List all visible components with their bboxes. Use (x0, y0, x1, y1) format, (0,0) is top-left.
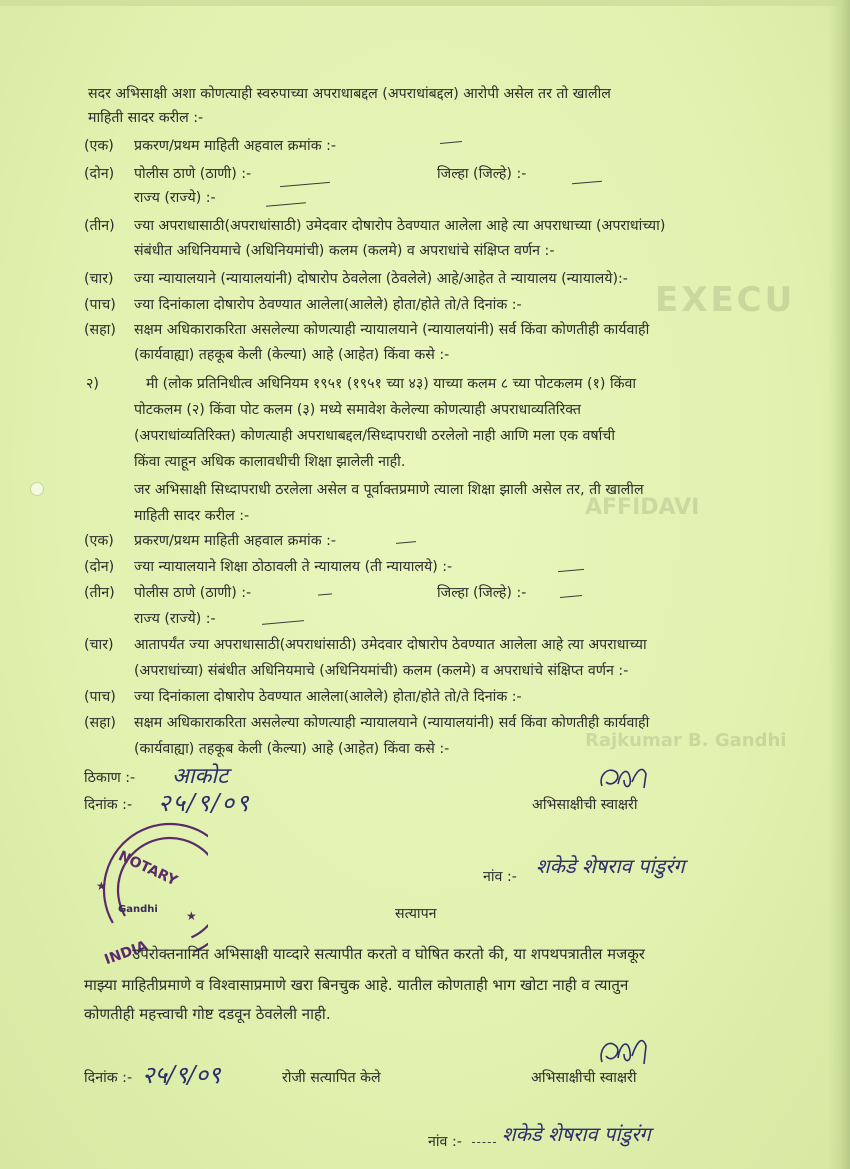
signature-label: अभिसाक्षीची स्वाक्षरी (531, 1070, 637, 1086)
verification-text: कोणतीही महत्त्वाची गोष्ट दडवून ठेवलेली नाही. (84, 1005, 331, 1023)
item-number: (सहा) (84, 322, 116, 338)
police-station-label: पोलीस ठाणे (ठाणी) :- (134, 166, 252, 182)
item-number: (एक) (84, 138, 114, 154)
blank-dash (472, 1142, 496, 1143)
signature-scribble-1 (594, 758, 654, 798)
stamp-country-text: INDIA (102, 937, 150, 969)
declaration-text: मी (लोक प्रतिनिधीत्व अधिनियम १९५१ (१९५१ च्या ४३) याच्या कलम ८ च्या पोटकलम (१) किंवा (146, 376, 637, 392)
court-text: ज्या न्यायालयाने (न्यायालयांनी) दोषारोप ठेवलेला (ठेवलेले) आहे/आहेत ते न्यायालय (न्यायालये):- (134, 271, 628, 287)
star-icon: ★ (96, 879, 107, 893)
blank-dash (560, 595, 582, 598)
signature-label: अभिसाक्षीची स्वाक्षरी (532, 797, 638, 813)
proceedings-text: (कार्यवाह्या) तहकूब केली (केल्या) आहे (आहेत) किंवा कसे :- (134, 347, 450, 363)
verification-date-label: दिनांक :- (84, 1070, 133, 1086)
name-label: नांव :- (428, 1134, 462, 1150)
paragraph-number: २) (86, 376, 99, 392)
declaration-text: किंवा त्याहून अधिक कालावधीची शिक्षा झालेली नाही. (134, 454, 406, 470)
stamp-name-text: Gandhi (118, 904, 158, 915)
name-handwritten: शकेडे शेषराव पांडुरंग (502, 1122, 651, 1146)
police-station-label: पोलीस ठाणे (ठाणी) :- (134, 585, 252, 601)
blank-dash (572, 181, 602, 185)
declaration-text: जर अभिसाक्षी सिध्दापराधी ठरलेला असेल व पूर्वाक्तप्रमाणे त्याला शिक्षा झाली असेल तर, ती खालील (134, 482, 644, 498)
date-handwritten: २५/९/०९ (158, 789, 251, 817)
blank-dash (262, 620, 304, 625)
verification-text: माझ्या माहितीप्रमाणे व विश्वासाप्रमाणे खरा बिनचुक आहे. यातील कोणताही भाग खोटा नाही व त्यातुन (84, 976, 629, 994)
offence-text: संबंधीत अधिनियमाचे (अधिनियमांची) कलम (कलमे) व अपराधांचे संक्षिप्त वर्णन :- (134, 243, 555, 259)
page-right-edge (828, 0, 850, 1169)
star-icon: ★ (186, 909, 197, 923)
show-through-text: Rajkumar B. Gandhi (585, 730, 787, 751)
offence-text: आतापर्यंत ज्या अपराधासाठी(अपराधांसाठी) उमेदवार दोषारोप ठेवण्यात आलेला आहे त्या अपराधाच्या (134, 637, 647, 653)
blank-dash (396, 541, 416, 544)
item-number: (तीन) (84, 218, 115, 234)
item-number: (तीन) (84, 585, 115, 601)
name-label: नांव :- (483, 869, 517, 885)
state-label: राज्य (राज्ये) :- (134, 190, 216, 206)
place-handwritten: आकोट (172, 764, 229, 789)
declaration-text: (अपराधांव्यतिरिक्त) कोणत्याही अपराधाबद्दल/सिध्दापराधी ठरलेलो नाही आणि मला एक वर्षाची (134, 428, 615, 444)
verification-date-handwritten: २५/९/०९ (142, 1061, 221, 1089)
charge-date-text: ज्या दिनांकाला दोषारोप ठेवण्यात आलेला(आलेले) होता/होते तो/ते दिनांक :- (134, 297, 522, 313)
stamp-notary-text: NOTARY (115, 848, 180, 890)
intro-line: माहिती सादर करील :- (88, 110, 204, 126)
page-top-border (0, 0, 850, 6)
item-number: (चार) (84, 637, 114, 653)
district-label: जिल्हा (जिल्हे) :- (437, 585, 527, 601)
show-through-text: AFFIDAVI (585, 495, 700, 520)
declaration-text: माहिती सादर करील :- (134, 508, 250, 524)
blank-dash (440, 141, 462, 144)
blank-dash (318, 593, 332, 595)
show-through-text: EXECU (655, 280, 796, 320)
case-number-label: प्रकरण/प्रथम माहिती अहवाल क्रमांक :- (134, 533, 337, 549)
punch-hole (30, 482, 44, 496)
offence-text: ज्या अपराधासाठी(अपराधांसाठी) उमेदवार दोषारोप ठेवण्यात आलेला आहे त्या अपराधाच्या (अपराधांच्या) (134, 218, 666, 234)
item-number: (चार) (84, 271, 114, 287)
charge-date-text: ज्या दिनांकाला दोषारोप ठेवण्यात आलेला(आलेले) होता/होते तो/ते दिनांक :- (134, 689, 522, 705)
item-number: (पाच) (84, 297, 116, 313)
state-label: राज्य (राज्ये) :- (134, 611, 216, 627)
item-number: (पाच) (84, 689, 116, 705)
date-label: दिनांक :- (84, 797, 133, 813)
name-handwritten: शकेडे शेषराव पांडुरंग (536, 854, 685, 878)
blank-dash (558, 569, 584, 572)
item-number: (सहा) (84, 715, 116, 731)
case-number-label: प्रकरण/प्रथम माहिती अहवाल क्रमांक :- (134, 138, 337, 154)
place-label: ठिकाण :- (84, 770, 136, 786)
convicting-court-label: ज्या न्यायालयाने शिक्षा ठोठावली ते न्यायालय (ती न्यायालये) :- (134, 559, 453, 575)
item-number: (दोन) (84, 559, 115, 575)
intro-line: सदर अभिसाक्षी अशा कोणत्याही स्वरुपाच्या अपराधाबद्दल (अपराधांबद्दल) आरोपी असेल तर तो खालील (88, 86, 611, 102)
district-label: जिल्हा (जिल्हे) :- (437, 166, 527, 182)
verification-title: सत्यापन (395, 906, 437, 922)
blank-dash (280, 182, 330, 187)
verification-day-text: रोजी सत्यापित केले (282, 1070, 381, 1086)
proceedings-text: सक्षम अधिकाराकरिता असलेल्या कोणत्याही न्यायालयाने (न्यायालयांनी) सर्व किंवा कोणतीही कार्यवाही (134, 322, 650, 338)
proceedings-text: सक्षम अधिकाराकरिता असलेल्या कोणत्याही न्यायालयाने (न्यायालयांनी) सर्व किंवा कोणतीही कार्यवाही (134, 715, 650, 731)
proceedings-text: (कार्यवाह्या) तहकूब केली (केल्या) आहे (आहेत) किंवा कसे :- (134, 741, 450, 757)
item-number: (एक) (84, 533, 114, 549)
blank-dash (266, 202, 306, 206)
item-number: (दोन) (84, 166, 115, 182)
verification-text: उपरोक्तनामित अभिसाक्षी याव्दारे सत्यापीत करतो व घोषित करतो की, या शपथपत्रातील मजकूर (132, 945, 645, 963)
declaration-text: पोटकलम (२) किंवा पोट कलम (३) मध्ये समावेश केलेल्या कोणत्याही अपराधाव्यतिरिक्त (134, 402, 581, 418)
offence-text: (अपराधांच्या) संबंधीत अधिनियमाचे (अधिनियमांची) कलम (कलमे) व अपराधांचे संक्षिप्त वर्णन :- (134, 663, 629, 679)
